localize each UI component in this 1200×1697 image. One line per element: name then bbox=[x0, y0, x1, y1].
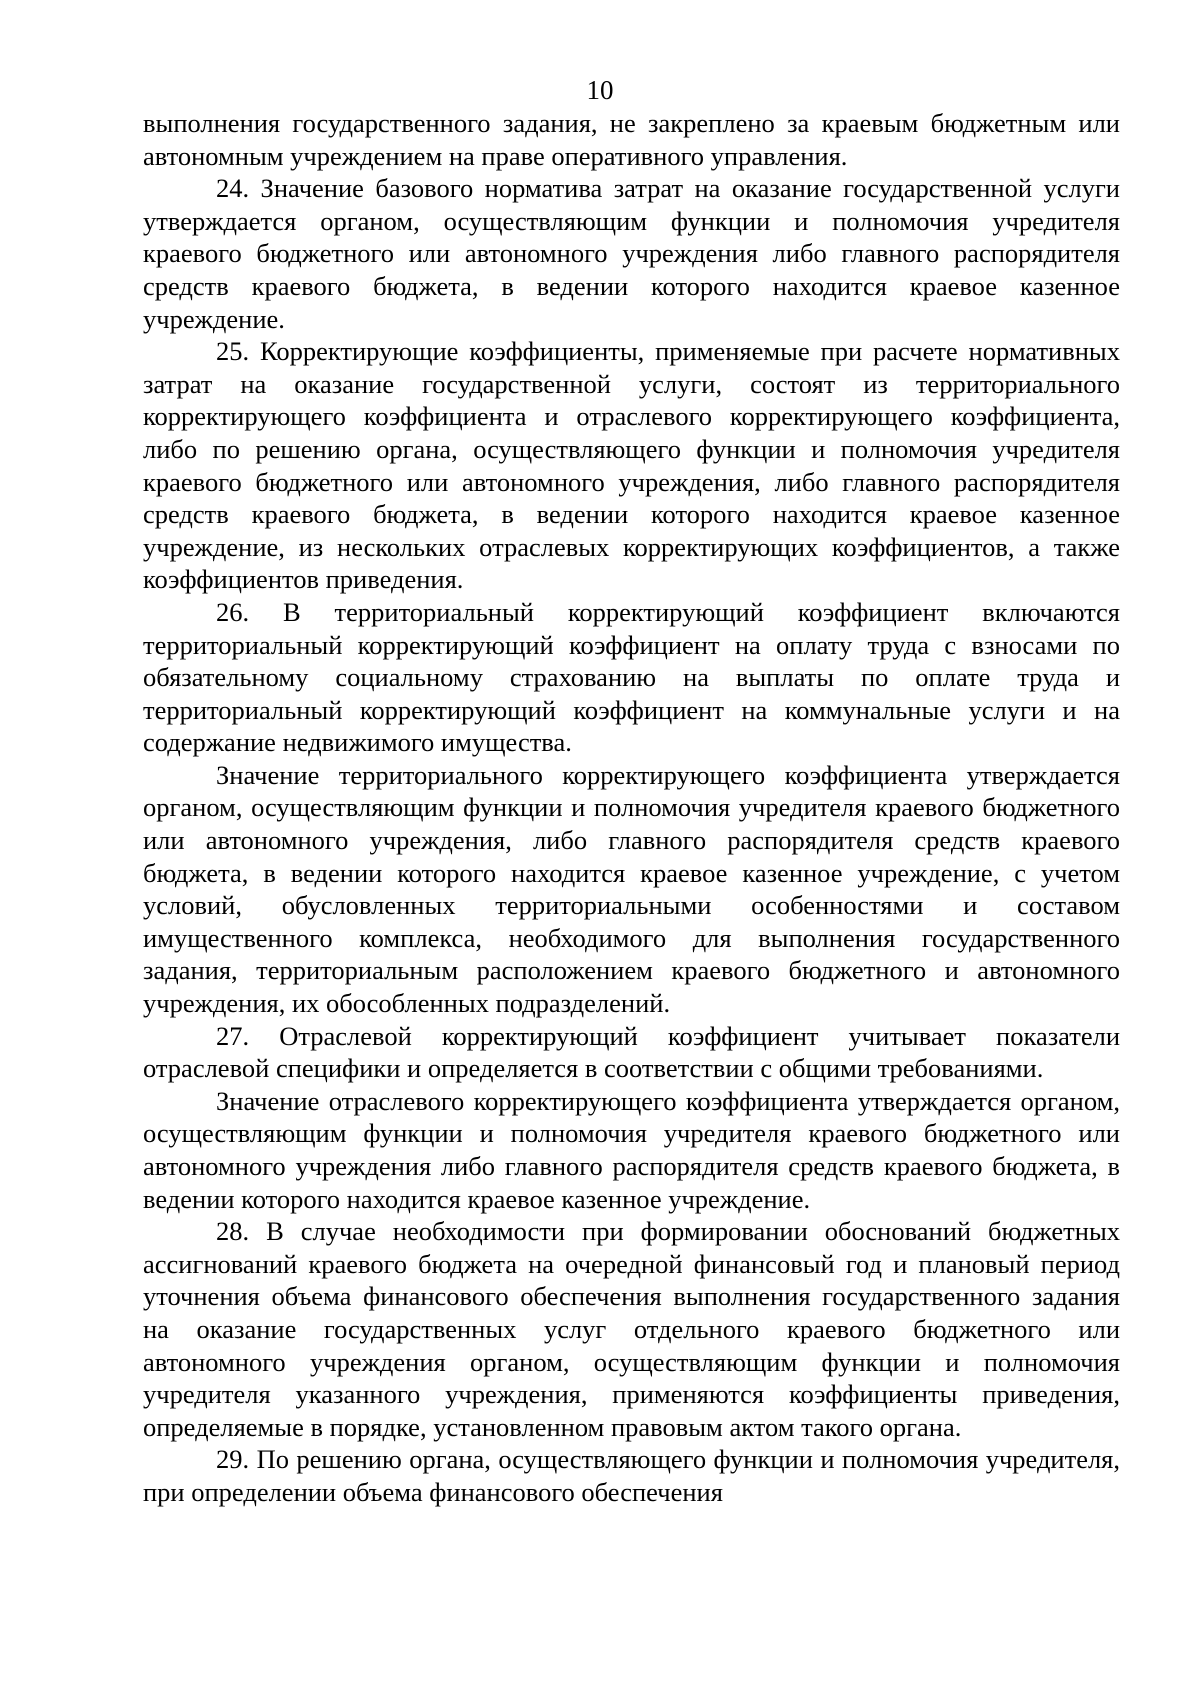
paragraph-27: 27. Отраслевой корректирующий коэффициент учитывает показатели отраслевой специфики и определяется в соответствии с общими требованиями. bbox=[143, 1020, 1120, 1084]
paragraph-28: 28. В случае необходимости при формировании обоснований бюджетных ассигнований краевого бюджета на очередной финансовый год и плановый период уточнения объема финансового обеспечения выполнения государственного задания на оказание государственных услуг отдельного краевого бюджетного или автономного учреждения органом, осуществляющим функции и полномочия учредителя указанного учреждения, применяются коэффициенты приведения, определяемые в порядке, установленном правовым актом такого органа. bbox=[143, 1216, 1120, 1442]
paragraph-29: 29. По решению органа, осуществляющего функции и полномочия учредителя, при определении объема финансового обеспечения bbox=[143, 1444, 1120, 1507]
paragraph-26: 26. В территориальный корректирующий коэффициент включаются территориальный корректирующий коэффициент на оплату труда с взносами по обязательному социальному страхованию на выплаты по оплате труда и территориальный корректирующий коэффициент на коммунальные услуги и на содержание недвижимого имущества. bbox=[143, 596, 1120, 758]
document-body bbox=[143, 107, 1120, 1509]
paragraph-24: 24. Значение базового норматива затрат на оказание государственной услуги утверждается органом, осуществляющим функции и полномочия учредителя краевого бюджетного или автономного учреждения либо главного распорядителя средств краевого бюджета, в ведении которого находится краевое казенное учреждение. bbox=[143, 173, 1120, 334]
page-number: 10 bbox=[586, 75, 614, 105]
paragraph-continuation: выполнения государственного задания, не закреплено за краевым бюджетным или автономным учреждением на праве оперативного управления. bbox=[143, 108, 1120, 171]
paragraph-27-value: Значение отраслевого корректирующего коэффициента утверждается органом, осуществляющим функции и полномочия учредителя краевого бюджетного или автономного учреждения либо главного распорядителя средств краевого бюджета, в ведении которого находится краевое казенное учреждение. bbox=[143, 1085, 1120, 1214]
paragraph-26-value: Значение территориального корректирующего коэффициента утверждается органом, осуществляющим функции и полномочия учредителя краевого бюджетного или автономного учреждения, либо главного распорядителя средств краевого бюджета, в ведении которого находится краевое казенное учреждение, с учетом условий, обусловленных территориальными особенностями и составом имущественного комплекса, необходимого для выполнения государственного задания, территориальным расположением краевого бюджетного и автономного учреждения, их обособленных подразделений. bbox=[143, 759, 1120, 1019]
paragraph-25: 25. Корректирующие коэффициенты, применяемые при расчете нормативных затрат на оказание государственной услуги, состоят из территориального корректирующего коэффициента и отраслевого корректирующего коэффициента, либо по решению органа, осуществляющего функции и полномочия учредителя краевого бюджетного или автономного учреждения, либо главного распорядителя средств краевого бюджета, в ведении которого находится краевое казенное учреждение, из нескольких отраслевых корректирующих коэффициентов, а также коэффициентов приведения. bbox=[143, 336, 1120, 595]
